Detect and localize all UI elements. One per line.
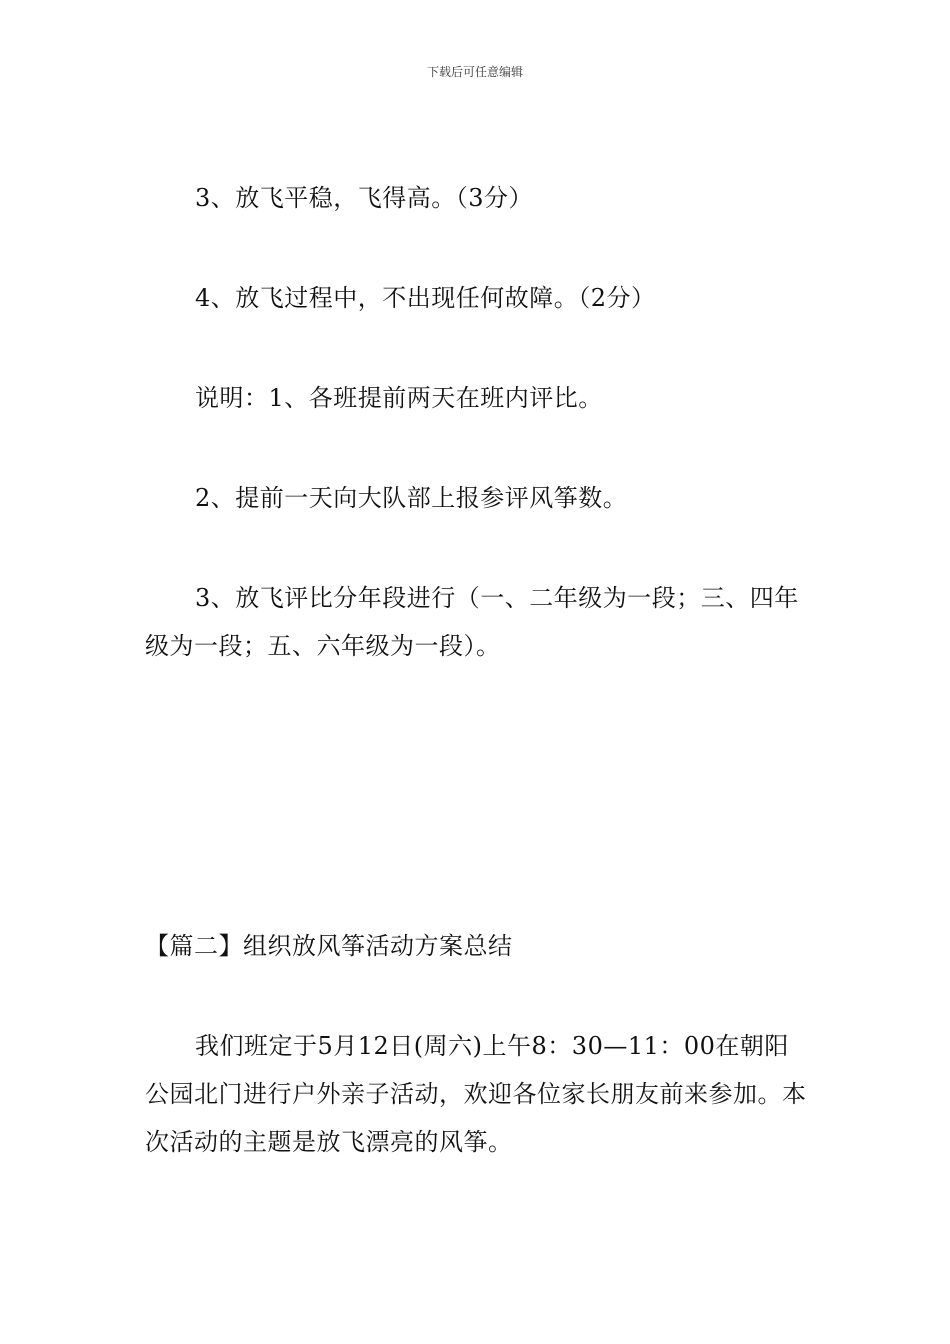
paragraph-criterion-3: 3、放飞平稳，飞得高。（3分） bbox=[195, 184, 534, 212]
page-header: 下载后可任意编辑 bbox=[426, 65, 523, 79]
paragraph-criterion-4: 4、放飞过程中，不出现任何故障。（2分） bbox=[195, 284, 656, 312]
paragraph-note-1: 说明：1、各班提前两天在班内评比。 bbox=[195, 384, 603, 412]
paragraph-activity-intro: 我们班定于5月12日(周六)上午8：30—11：00在朝阳公园北门进行户外亲子活动，欢迎各位家长朋友前来参加。本次活动的主题是放飞漂亮的风筝。 bbox=[145, 1032, 807, 1156]
section-title: 【篇二】组织放风筝活动方案总结 bbox=[145, 932, 513, 960]
paragraph-note-2: 2、提前一天向大队部上报参评风筝数。 bbox=[195, 484, 628, 512]
paragraph-note-3: 3、放飞评比分年段进行（一、二年级为一段；三、四年级为一段；五、六年级为一段）。 bbox=[145, 584, 799, 660]
